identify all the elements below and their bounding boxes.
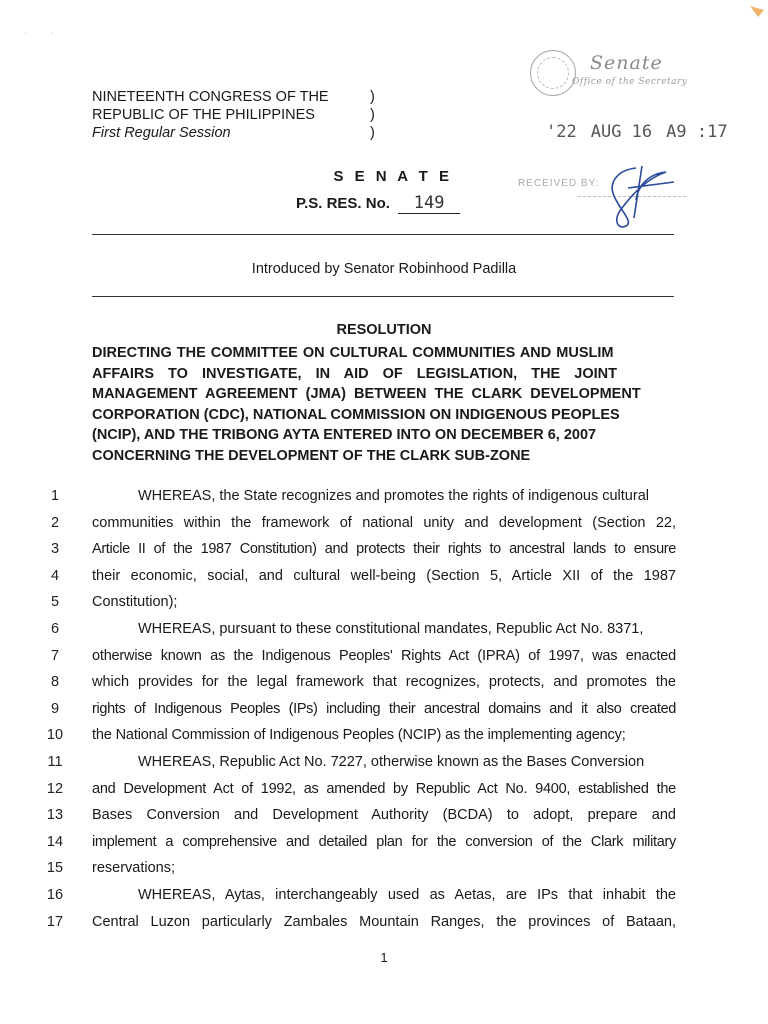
session-label: First Regular Session <box>92 125 231 141</box>
paren-2: ) <box>370 107 375 123</box>
paren-1: ) <box>370 89 375 105</box>
congress-header <box>92 88 329 142</box>
congress-line-1: NINETEENTH CONGRESS OF THE <box>92 89 329 105</box>
stamp-time: A9 :17 <box>666 122 728 142</box>
page-number: 1 <box>380 950 388 965</box>
scan-specks: · · <box>24 28 54 37</box>
divider-top <box>92 234 674 235</box>
resolution-heading <box>92 343 676 466</box>
stamp-date: AUG 16 <box>590 122 653 142</box>
received-by-label: RECEIVED BY: <box>518 178 600 189</box>
heading-line: CONCERNING THE DEVELOPMENT OF THE CLARK SUB-ZONE <box>92 447 531 464</box>
senate-seal-icon <box>530 50 576 96</box>
heading-line: DIRECTING THE COMMITTEE ON CULTURAL COMMUNITIES AND MUSLIM <box>92 345 614 361</box>
stamp-senate: Senate <box>590 52 663 74</box>
corner-mark-icon <box>748 4 766 18</box>
stamp-office: Office of the Secretary <box>572 77 688 87</box>
introduced-by: Introduced by Senator Robinhood Padilla <box>251 261 517 277</box>
heading-line: (NCIP), AND THE TRIBONG AYTA ENTERED INTO ON DECEMBER 6, 2007 <box>92 427 597 443</box>
stamp-datetime <box>546 122 728 142</box>
heading-line: AFFAIRS TO INVESTIGATE, IN AID OF LEGISLATION, THE JOINT <box>92 365 617 382</box>
resolution-label: RESOLUTION <box>336 322 432 338</box>
paren-3: ) <box>370 125 375 141</box>
header-parentheses <box>370 88 375 142</box>
stamp-year: '22 <box>546 122 577 142</box>
resolution-number <box>296 193 460 214</box>
psres-label: P.S. RES. No. <box>296 195 390 212</box>
congress-line-2: REPUBLIC OF THE PHILIPPINES <box>92 107 315 123</box>
senate-title: S E N A T E <box>333 168 453 185</box>
psres-number: 149 <box>398 193 460 214</box>
heading-line: MANAGEMENT AGREEMENT (JMA) BETWEEN THE CLARK DEVELOPMENT <box>92 386 641 402</box>
divider-bottom <box>92 296 674 297</box>
heading-line: CORPORATION (CDC), NATIONAL COMMISSION ON INDIGENOUS PEOPLES <box>92 406 620 423</box>
